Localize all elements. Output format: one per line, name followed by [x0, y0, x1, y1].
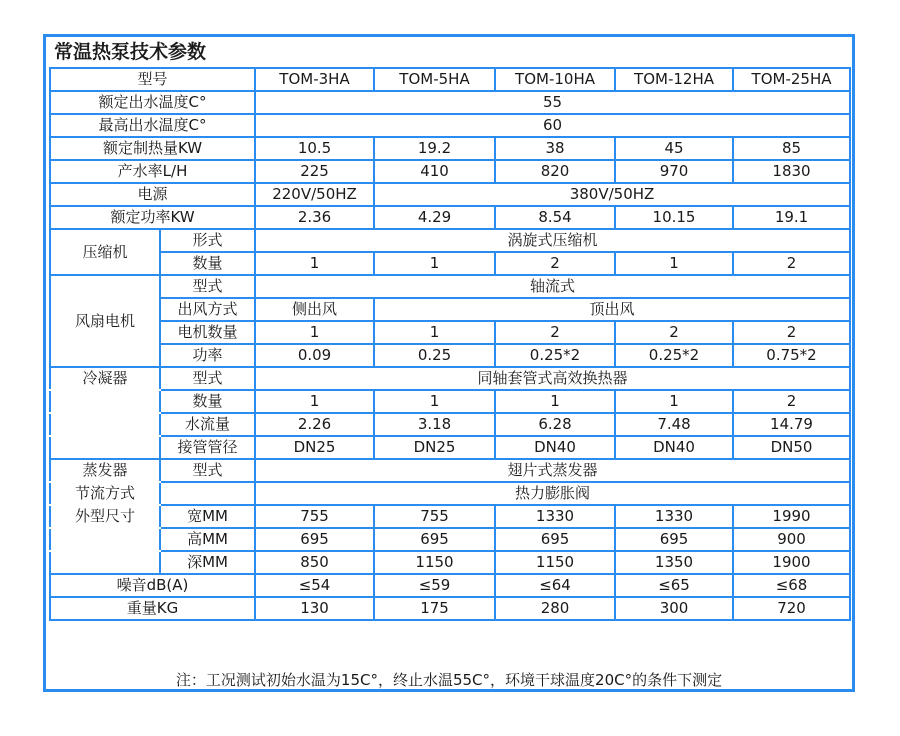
- value-cell: 1350: [615, 551, 733, 574]
- value-cell: 2: [733, 252, 850, 275]
- row-label: 噪音dB(A): [50, 574, 255, 597]
- throttle-row: [50, 482, 850, 505]
- rated-heating-row: [50, 137, 850, 160]
- group-label: 风扇电机: [50, 275, 160, 367]
- value-cell: 轴流式: [255, 275, 850, 298]
- sub-label: 形式: [160, 229, 255, 252]
- value-cell: DN40: [615, 436, 733, 459]
- sub-label: 型式: [160, 459, 255, 482]
- value-cell: 0.25*2: [615, 344, 733, 367]
- value-cell: 220V/50HZ: [255, 183, 374, 206]
- value-cell: 1: [495, 390, 615, 413]
- value-cell: 280: [495, 597, 615, 620]
- value-cell: 10.5: [255, 137, 374, 160]
- value-cell: 970: [615, 160, 733, 183]
- value-cell: 820: [495, 160, 615, 183]
- value-cell: 19.2: [374, 137, 495, 160]
- value-cell: 55: [255, 91, 850, 114]
- value-cell: 85: [733, 137, 850, 160]
- group-label-filler: [50, 551, 160, 574]
- row-label: 最高出水温度C°: [50, 114, 255, 137]
- value-cell: 45: [615, 137, 733, 160]
- value-cell: 同轴套管式高效换热器: [255, 367, 850, 390]
- value-cell: 2.26: [255, 413, 374, 436]
- row-label: 额定功率KW: [50, 206, 255, 229]
- compressor-form-row: [50, 229, 850, 252]
- dim-height-row: [50, 528, 850, 551]
- value-cell: 225: [255, 160, 374, 183]
- fan-count-row: [50, 321, 850, 344]
- value-cell: 60: [255, 114, 850, 137]
- value-cell: 1150: [374, 551, 495, 574]
- value-cell: 1150: [495, 551, 615, 574]
- value-cell: DN40: [495, 436, 615, 459]
- value-cell: 2: [495, 321, 615, 344]
- value-cell: 1: [374, 252, 495, 275]
- value-cell: 10.15: [615, 206, 733, 229]
- value-cell: 0.25*2: [495, 344, 615, 367]
- sub-label: 出风方式: [160, 298, 255, 321]
- value-cell: 1990: [733, 505, 850, 528]
- dim-depth-row: [50, 551, 850, 574]
- condenser-type-row: [50, 367, 850, 390]
- sub-label: 数量: [160, 252, 255, 275]
- sub-label: 深MM: [160, 551, 255, 574]
- value-cell: ≤54: [255, 574, 374, 597]
- value-cell: 695: [374, 528, 495, 551]
- sub-label: 接管管径: [160, 436, 255, 459]
- rated-outlet-temp-row: [50, 91, 850, 114]
- condenser-count-row: [50, 390, 850, 413]
- value-cell: 8.54: [495, 206, 615, 229]
- value-cell: 3.18: [374, 413, 495, 436]
- value-cell: 695: [495, 528, 615, 551]
- value-cell: 695: [615, 528, 733, 551]
- model-row: [50, 68, 850, 91]
- value-cell: 0.75*2: [733, 344, 850, 367]
- value-cell: 2: [615, 321, 733, 344]
- value-cell: 410: [374, 160, 495, 183]
- noise-row: [50, 574, 850, 597]
- group-label: 蒸发器: [50, 459, 160, 482]
- value-cell: 1: [255, 390, 374, 413]
- row-label: 电源: [50, 183, 255, 206]
- weight-row: [50, 597, 850, 620]
- value-cell: 380V/50HZ: [374, 183, 850, 206]
- value-cell: 0.25: [374, 344, 495, 367]
- group-label-filler: [50, 528, 160, 551]
- value-cell: 0.09: [255, 344, 374, 367]
- value-cell: 翅片式蒸发器: [255, 459, 850, 482]
- value-cell: DN25: [255, 436, 374, 459]
- value-cell: 2: [733, 390, 850, 413]
- value-cell: 6.28: [495, 413, 615, 436]
- group-label: 外型尺寸: [50, 505, 160, 528]
- sheet-title: 常温热泵技术参数: [54, 41, 207, 63]
- value-cell: 755: [255, 505, 374, 528]
- value-cell: 1830: [733, 160, 850, 183]
- value-cell: 695: [255, 528, 374, 551]
- row-label: 产水率L/H: [50, 160, 255, 183]
- value-cell: 2: [495, 252, 615, 275]
- row-label: 型号: [50, 68, 255, 91]
- model-cell: TOM-25HA: [733, 68, 850, 91]
- value-cell: 1: [374, 390, 495, 413]
- group-label-filler: [50, 390, 160, 413]
- value-cell: 1900: [733, 551, 850, 574]
- value-cell: 顶出风: [374, 298, 850, 321]
- fan-outlet-row: [50, 298, 850, 321]
- sub-label: 高MM: [160, 528, 255, 551]
- value-cell: ≤65: [615, 574, 733, 597]
- water-output-row: [50, 160, 850, 183]
- rated-power-row: [50, 206, 850, 229]
- compressor-count-row: [50, 252, 850, 275]
- row-label: 重量KG: [50, 597, 255, 620]
- value-cell: ≤68: [733, 574, 850, 597]
- group-label-filler: [50, 436, 160, 459]
- group-label-filler: [50, 413, 160, 436]
- value-cell: 1: [615, 252, 733, 275]
- model-cell: TOM-3HA: [255, 68, 374, 91]
- row-label: 额定出水温度C°: [50, 91, 255, 114]
- group-label: 冷凝器: [50, 367, 160, 390]
- spec-sheet: [43, 34, 855, 692]
- value-cell: 175: [374, 597, 495, 620]
- value-cell: 130: [255, 597, 374, 620]
- value-cell: 1: [615, 390, 733, 413]
- value-cell: 7.48: [615, 413, 733, 436]
- value-cell: ≤59: [374, 574, 495, 597]
- value-cell: 1: [374, 321, 495, 344]
- value-cell: 900: [733, 528, 850, 551]
- value-cell: 1330: [615, 505, 733, 528]
- value-cell: 720: [733, 597, 850, 620]
- value-cell: ≤64: [495, 574, 615, 597]
- value-cell: 1: [255, 321, 374, 344]
- value-cell: 1330: [495, 505, 615, 528]
- group-label: 压缩机: [50, 229, 160, 275]
- value-cell: DN50: [733, 436, 850, 459]
- value-cell: 300: [615, 597, 733, 620]
- sub-label: 电机数量: [160, 321, 255, 344]
- value-cell: 2: [733, 321, 850, 344]
- value-cell: 19.1: [733, 206, 850, 229]
- value-cell: 850: [255, 551, 374, 574]
- sub-label: 型式: [160, 367, 255, 390]
- condenser-flow-row: [50, 413, 850, 436]
- value-cell: 755: [374, 505, 495, 528]
- value-cell: DN25: [374, 436, 495, 459]
- spec-table: [49, 67, 851, 621]
- value-cell: 1: [255, 252, 374, 275]
- value-cell: 2.36: [255, 206, 374, 229]
- row-label: 额定制热量KW: [50, 137, 255, 160]
- sub-label: 型式: [160, 275, 255, 298]
- value-cell: 涡旋式压缩机: [255, 229, 850, 252]
- model-cell: TOM-12HA: [615, 68, 733, 91]
- sub-label: 数量: [160, 390, 255, 413]
- model-cell: TOM-10HA: [495, 68, 615, 91]
- footnote: 注：工况测试初始水温为15C°，终止水温55C°，环境干球温度20C°的条件下测定: [175, 671, 723, 689]
- evaporator-row: [50, 459, 850, 482]
- fan-type-row: [50, 275, 850, 298]
- value-cell: 侧出风: [255, 298, 374, 321]
- value-cell: 4.29: [374, 206, 495, 229]
- power-supply-row: [50, 183, 850, 206]
- max-outlet-temp-row: [50, 114, 850, 137]
- sub-label: 水流量: [160, 413, 255, 436]
- model-cell: TOM-5HA: [374, 68, 495, 91]
- condenser-pipe-row: [50, 436, 850, 459]
- value-cell: 14.79: [733, 413, 850, 436]
- sub-label-empty: [160, 482, 255, 505]
- group-label: 节流方式: [50, 482, 160, 505]
- sub-label: 功率: [160, 344, 255, 367]
- dim-width-row: [50, 505, 850, 528]
- fan-power-row: [50, 344, 850, 367]
- value-cell: 热力膨胀阀: [255, 482, 850, 505]
- value-cell: 38: [495, 137, 615, 160]
- sub-label: 宽MM: [160, 505, 255, 528]
